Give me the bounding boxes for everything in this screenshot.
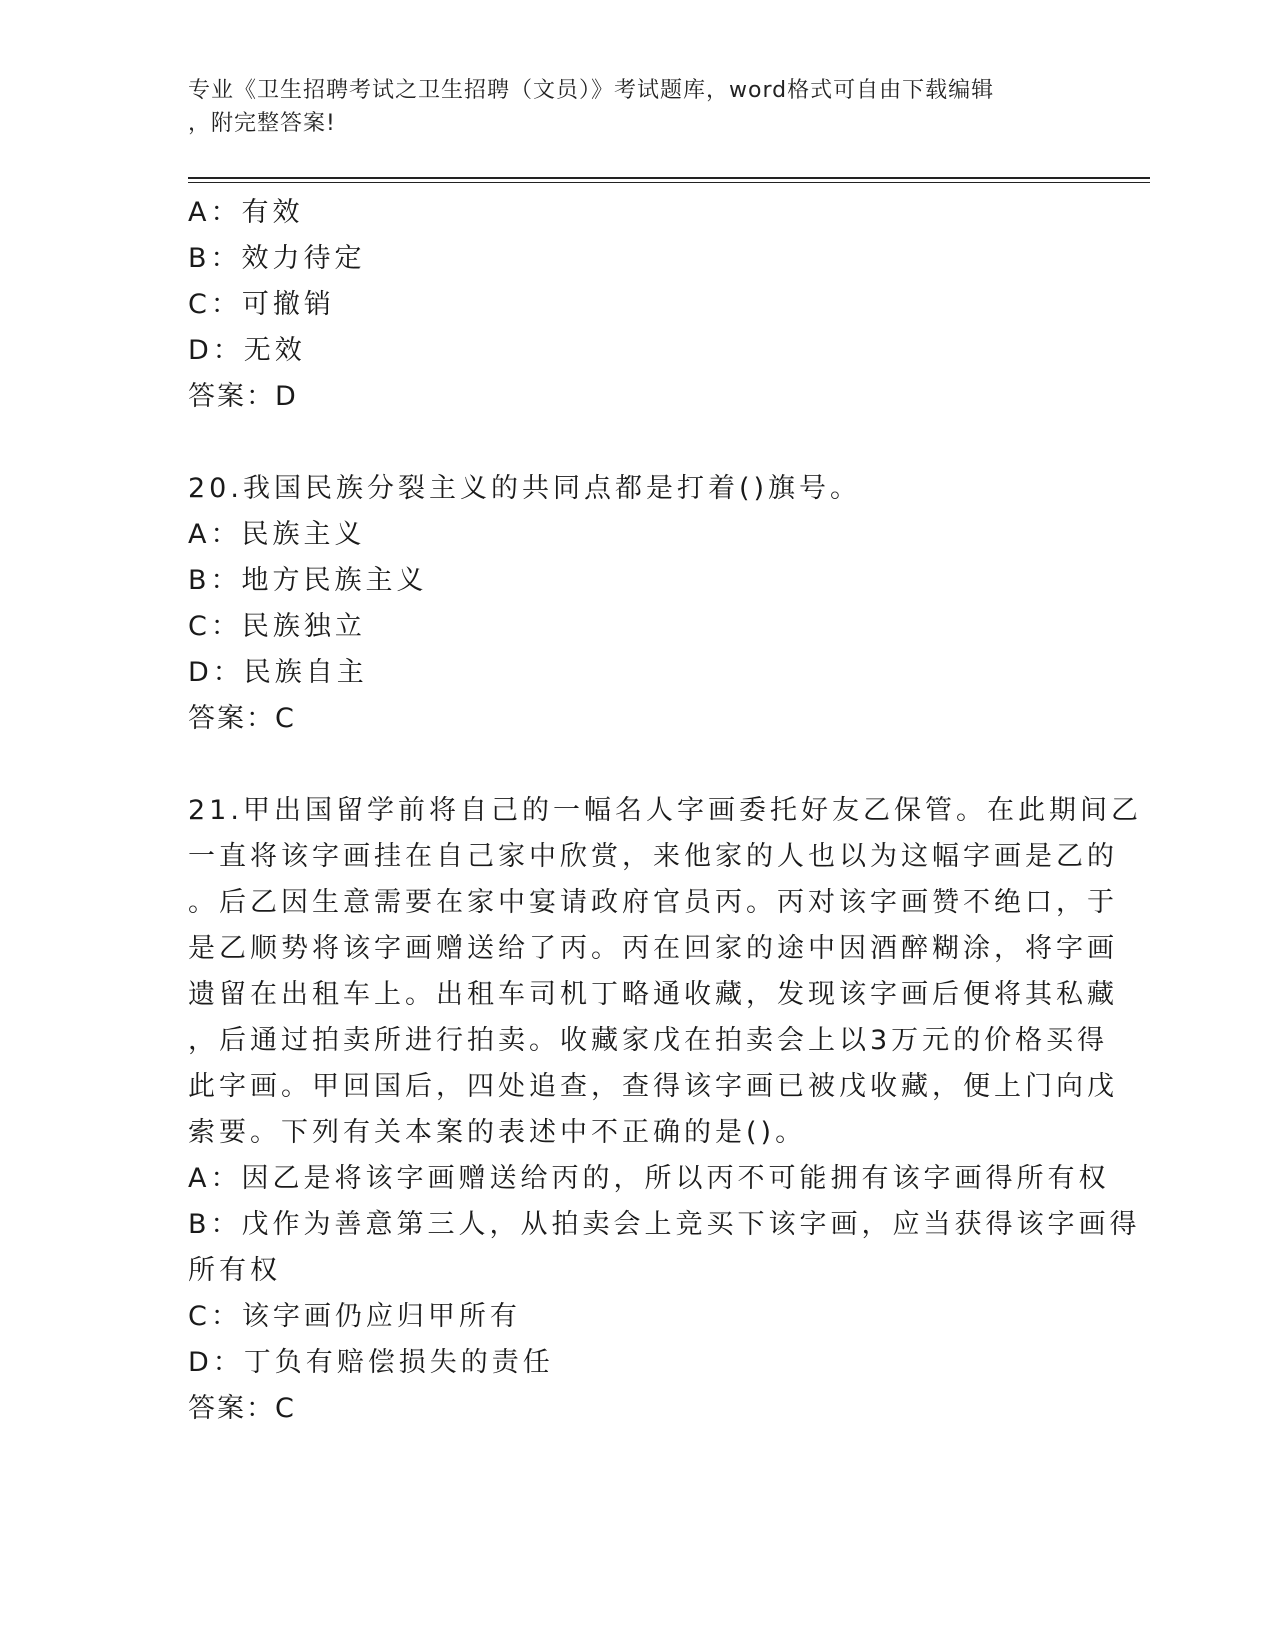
q21-question-line: 是乙顺势将该字画赠送给了丙。丙在回家的途中因酒醉糊涂，将字画 — [188, 933, 1118, 964]
q19-option-a: A：有效 — [188, 197, 304, 228]
question-21-block — [188, 788, 1142, 1432]
question-content — [188, 190, 1142, 1432]
q21-question-line: 索要。下列有关本案的表述中不正确的是()。 — [188, 1117, 807, 1148]
q21-option-b-continued: 所有权 — [188, 1255, 281, 1286]
q19-option-d: D：无效 — [188, 335, 306, 366]
header-divider-thin — [188, 182, 1150, 183]
q20-option-c: C：民族独立 — [188, 611, 366, 642]
document-header — [188, 74, 1068, 140]
q21-option-c: C：该字画仍应归甲所有 — [188, 1301, 521, 1332]
q19-option-c: C：可撤销 — [188, 289, 335, 320]
q19-answer: 答案：D — [188, 381, 298, 412]
spacer — [188, 742, 1088, 788]
q21-question-line: 遗留在出租车上。出租车司机丁略通收藏，发现该字画后便将其私藏 — [188, 979, 1118, 1010]
spacer — [188, 420, 1088, 466]
q21-option-a: A：因乙是将该字画赠送给丙的，所以丙不可能拥有该字画得所有权 — [188, 1163, 1110, 1194]
q21-question-line: 21.甲出国留学前将自己的一幅名人字画委托好友乙保管。在此期间乙 — [188, 795, 1142, 826]
q20-question: 20.我国民族分裂主义的共同点都是打着()旗号。 — [188, 473, 862, 504]
q21-answer: 答案：C — [188, 1393, 296, 1424]
q20-answer: 答案：C — [188, 703, 296, 734]
question-20-block — [188, 466, 1088, 742]
q21-question-line: 一直将该字画挂在自己家中欣赏，来他家的人也以为这幅字画是乙的 — [188, 841, 1118, 872]
header-line-2: ，附完整答案! — [188, 111, 336, 136]
q21-question-line: 。后乙因生意需要在家中宴请政府官员丙。丙对该字画赞不绝口，于 — [188, 887, 1118, 918]
question-19-block — [188, 190, 1088, 420]
q19-option-b: B：效力待定 — [188, 243, 366, 274]
header-line-1: 专业《卫生招聘考试之卫生招聘（文员）》考试题库，word格式可自由下载编辑 — [188, 78, 995, 103]
q20-option-b: B：地方民族主义 — [188, 565, 428, 596]
q21-question-line: ，后通过拍卖所进行拍卖。收藏家戊在拍卖会上以3万元的价格买得 — [188, 1025, 1109, 1056]
q20-option-a: A：民族主义 — [188, 519, 366, 550]
header-divider-thick — [188, 177, 1150, 179]
q20-option-d: D：民族自主 — [188, 657, 368, 688]
q21-option-b: B：戊作为善意第三人，从拍卖会上竞买下该字画，应当获得该字画得 — [188, 1209, 1141, 1240]
q21-question-line: 此字画。甲回国后，四处追查，查得该字画已被戊收藏，便上门向戊 — [188, 1071, 1118, 1102]
q21-option-d: D：丁负有赔偿损失的责任 — [188, 1347, 554, 1378]
